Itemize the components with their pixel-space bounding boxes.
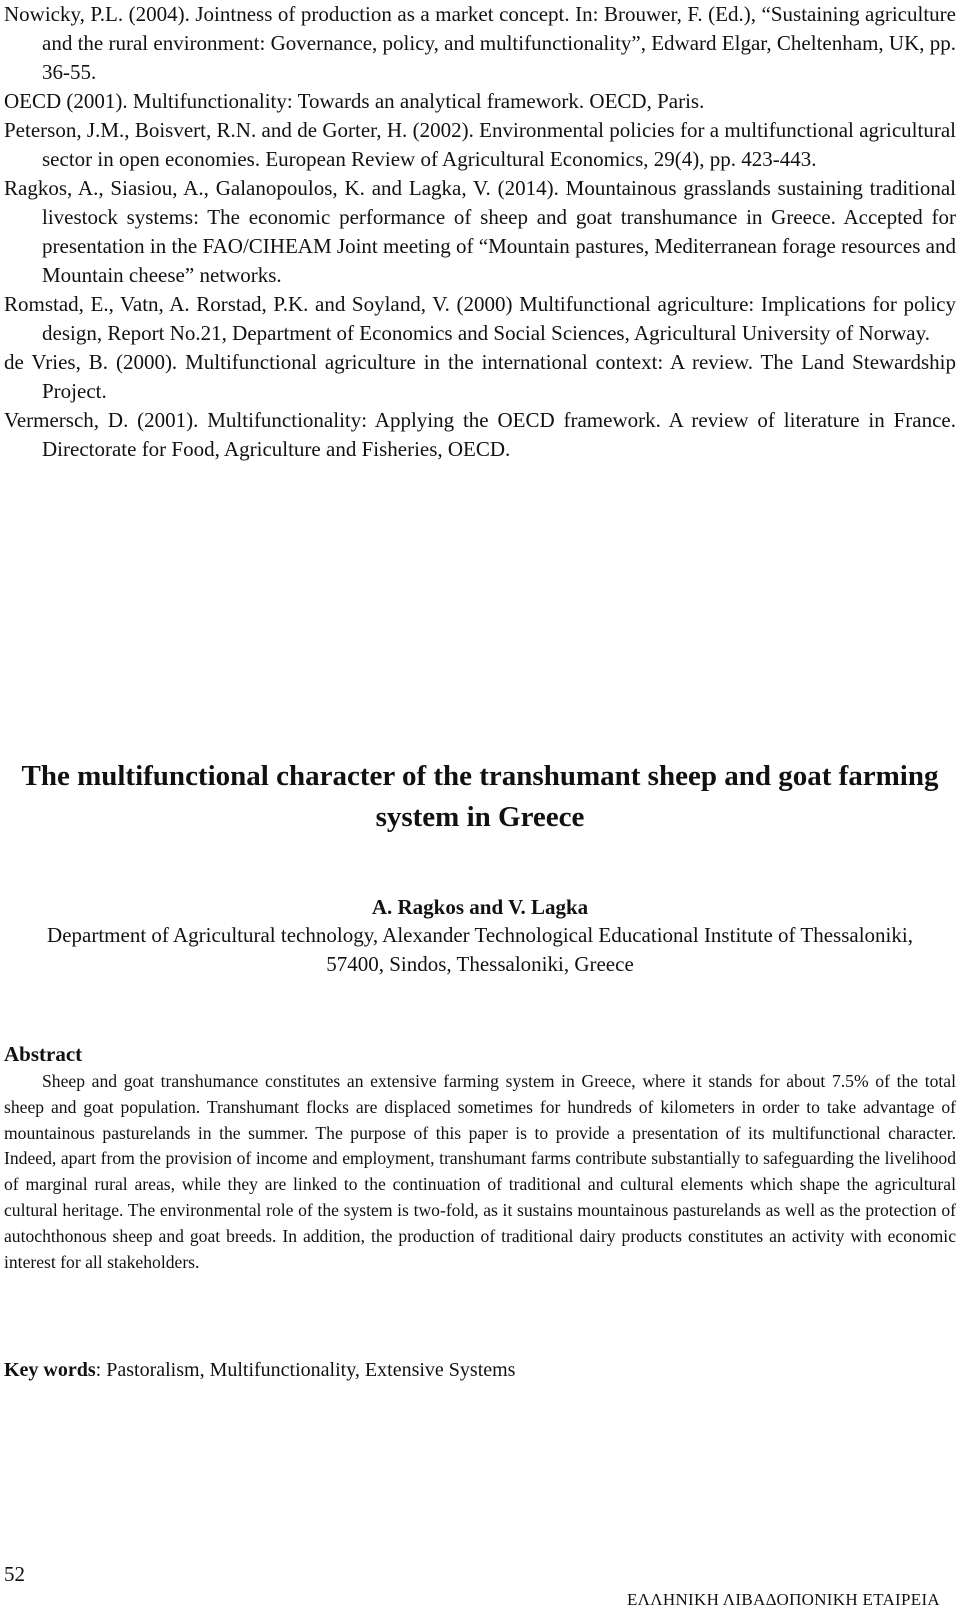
article-authors: A. Ragkos and V. Lagka <box>371 895 589 919</box>
reference-list <box>4 0 956 464</box>
reference-item: Romstad, E., Vatn, A. Rorstad, P.K. and Soyland, V. (2000) Multifunctional agriculture: Implications for policy design, Report No.21, Department of Economics and Social Sciences, Agricultural University of Norway. <box>4 292 956 345</box>
keywords <box>4 1357 956 1383</box>
reference-item: OECD (2001). Multifunctionality: Towards an analytical framework. OECD, Paris. <box>4 89 705 113</box>
reference-item: Nowicky, P.L. (2004). Jointness of production as a market concept. In: Brouwer, F. (Ed.), “Sustaining agriculture and the rural environment: Governance, policy, and multifunctionality”, Edward Elgar, Cheltenham, UK, pp. 36-55. <box>4 2 956 84</box>
abstract-text: Sheep and goat transhumance constitutes an extensive farming system in Greece, where it stands for about 7.5% of the total sheep and goat population. Transhumant flocks are displaced sometimes for hundreds of kilometers in order to take advantage of mountainous pasturelands in the summer. The purpose of this paper is to provide a presentation of its multifunctional character. Indeed, apart from the provision of income and employment, transhumant farms contribute substantially to safeguarding the livelihood of marginal rural areas, while they are linked to the continuation of traditional and cultural elements which shape the agricultural cultural heritage. The environmental role of the system is two-fold, as it sustains mountainous pasturelands as well as the protection of autochthonous sheep and goat breeds. In addition, the production of traditional dairy products constitutes an activity with economic interest for all stakeholders. <box>4 1071 956 1272</box>
keywords-label: Key words <box>4 1359 96 1381</box>
keywords-separator: : <box>95 1359 107 1381</box>
article-title: The multifunctional character of the transhumant sheep and goat farming system in Greece <box>21 760 939 833</box>
author-affiliation: Department of Agricultural technology, Alexander Technological Educational Institute of Thessaloniki, 57400, Sindos, Thessaloniki, Greece <box>47 923 913 976</box>
page-number: 52 <box>4 1562 25 1586</box>
abstract-heading: Abstract <box>4 1042 83 1066</box>
reference-item: Peterson, J.M., Boisvert, R.N. and de Gorter, H. (2002). Environmental policies for a multifunctional agricultural sector in open economies. European Review of Agricultural Economics, 29(4), pp. 423-443. <box>4 118 956 171</box>
reference-item: de Vries, B. (2000). Multifunctional agriculture in the international context: A review. The Land Stewardship Project. <box>4 350 956 403</box>
reference-item: Vermersch, D. (2001). Multifunctionality: Applying the OECD framework. A review of literature in France. Directorate for Food, Agriculture and Fisheries, OECD. <box>4 408 956 461</box>
keywords-text: Pastoralism, Multifunctionality, Extensive Systems <box>106 1359 516 1381</box>
footer-society-name: ΕΛΛΗΝΙΚΗ ΛΙΒΑΔΟΠΟΝΙΚΗ ΕΤΑΙΡΕΙΑ <box>626 1590 940 1609</box>
reference-item: Ragkos, A., Siasiou, A., Galanopoulos, K. and Lagka, V. (2014). Mountainous grasslands sustaining traditional livestock systems: The economic performance of sheep and goat transhumance in Greece. Accepted for presentation in the FAO/CIHEAM Joint meeting of “Mountain pastures, Mediterranean forage resources and Mountain cheese” networks. <box>4 176 956 287</box>
